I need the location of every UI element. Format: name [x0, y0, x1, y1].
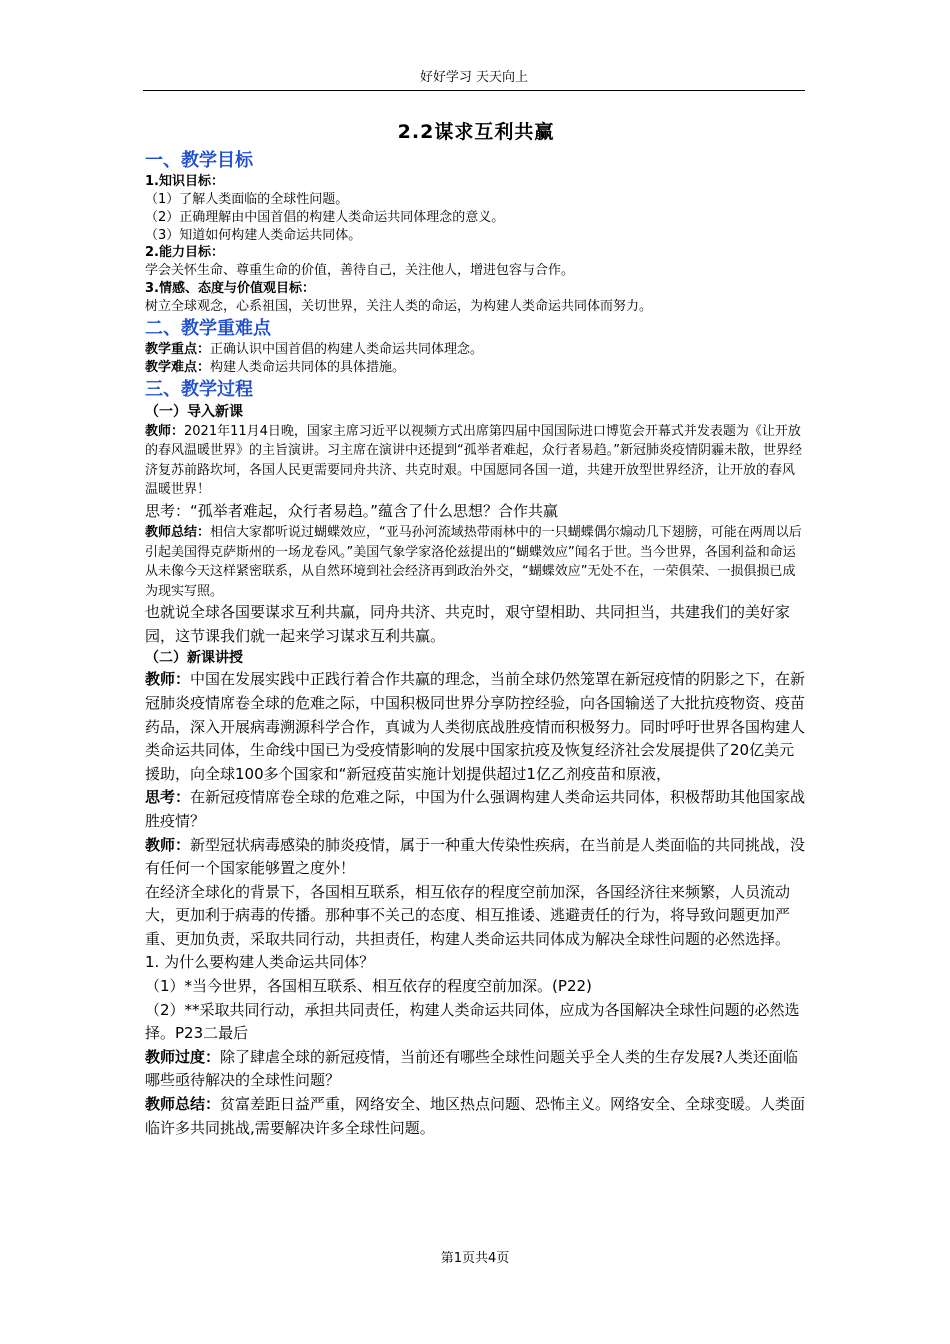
lecture-summary-text: 贫富差距日益严重，网络安全、地区热点问题、恐怖主义。网络安全、全球变暖。人类面临许多共同挑战,需要解决许多全球性问题。 — [145, 1095, 806, 1137]
lecture-teacher2-label: 教师： — [145, 835, 191, 854]
intro-think-paragraph: 思考：“孤举者难起，众行者易趋。”蕴含了什么思想？合作共赢 — [145, 501, 559, 520]
focus-paragraph — [145, 341, 807, 359]
focus-label: 教学重点： — [145, 341, 211, 357]
subsection-intro: （一）导入新课 — [145, 403, 243, 420]
lecture-answer-1: （1）*当今世界，各国相互联系、相互依存的程度空前加深。(P22) — [145, 977, 592, 996]
intro-summary-label: 教师总结： — [145, 525, 211, 541]
document-title: 2.2谋求互利共赢 — [397, 121, 555, 143]
lecture-teacher2-text: 新型冠状病毒感染的肺炎疫情，属于一种重大传染性疾病，在当前是人类面临的共同挑战，没有任何一个国家能够置之度外！ — [145, 835, 806, 878]
lecture-teacher2-paragraph — [145, 834, 807, 881]
lecture-transition-label: 教师过度： — [145, 1047, 221, 1066]
knowledge-item-3: （3）知道如何构建人类命运共同体。 — [145, 227, 362, 243]
subheading-ability: 2.能力目标： — [145, 245, 224, 261]
subheading-emotion: 3.情感、态度与价值观目标： — [145, 281, 315, 297]
lecture-teacher-label: 教师： — [145, 670, 191, 689]
intro-teacher-paragraph — [145, 422, 807, 500]
page-header: 好好学习 天天向上 — [143, 68, 805, 91]
lecture-think-text: 在新冠疫情席卷全球的危难之际，中国为什么强调构建人类命运共同体，积极帮助其他国家战胜疫情？ — [145, 788, 806, 830]
knowledge-item-2: （2）正确理解由中国首倡的构建人类命运共同体理念的意义。 — [145, 209, 505, 225]
lecture-teacher-paragraph — [145, 668, 807, 786]
intro-teacher-label: 教师： — [145, 423, 185, 439]
subheading-knowledge: 1.知识目标： — [145, 174, 224, 189]
section-heading-keypoints: 二、教学重难点 — [145, 317, 271, 339]
lecture-summary-paragraph — [145, 1093, 807, 1140]
difficulty-text: 构建人类命运共同体的具体措施。 — [210, 359, 406, 375]
lecture-transition-paragraph — [145, 1046, 807, 1093]
intro-closing-paragraph: 也就说全球各国要谋求互利共赢，同舟共济、共克时，艰守望相助、共同担当，共建我们的美好家园，这节课我们就一起来学习谋求互利共赢。 — [145, 603, 791, 645]
lecture-teacher-text: 中国在发展实践中正践行着合作共赢的理念，当前全球仍然笼罩在新冠疫情的阴影之下，在新冠肺炎疫情席卷全球的危难之际，中国积极同世界分享防控经验，向各国输送了大批抗疫物资、疫苗药品，深入开展病毒溯源科学合作，真诚为人类彻底战胜疫情而积极努力。同时呼吁世界各国构建人类命运共同体，生命线中国已为受疫情影响的发展中国家抗疫及恢复经济社会发展提供了20亿美元援助，向全球100多个国家和“新冠疫苗实施计划提供超过1亿乙剂疫苗和原液， — [145, 670, 806, 783]
document-body — [145, 118, 807, 1140]
ability-text: 学会关怀生命、尊重生命的价值，善待自己，关注他人，增进包容与合作。 — [145, 263, 575, 279]
lecture-think-label: 思考： — [145, 788, 191, 807]
intro-teacher-text: 2021年11月4日晚，国家主席习近平以视频方式出席第四届中国国际进口博览会开幕式并发表题为《让开放的春风温暖世界》的主旨演讲。习主席在演讲中还提到“孤举者难起，众行者易趋。”新冠肺炎疫情阴霾未散，世界经济复苏前路坎坷，各国人民更需要同舟共济、共克时艰。中国愿同各国一道，共建开放型世界经济，让开放的春风温暖世界！ — [145, 423, 802, 498]
lecture-think-paragraph — [145, 786, 807, 833]
emotion-text: 树立全球观念，心系祖国，关切世界，关注人类的命运，为构建人类命运共同体而努力。 — [145, 299, 653, 315]
subsection-lecture: （二）新课讲授 — [145, 650, 243, 667]
knowledge-item-1: （1）了解人类面临的全球性问题。 — [145, 192, 349, 207]
difficulty-paragraph — [145, 359, 807, 377]
lecture-econ-paragraph: 在经济全球化的背景下，各国相互联系，相互依存的程度空前加深，各国经济往来频繁，人员流动大，更加利于病毒的传播。那种事不关己的态度、相互推诿、逃避责任的行为，将导致问题更加严重、更加负责，采取共同行动，共担责任，构建人类命运共同体成为解决全球性问题的必然选择。 — [145, 882, 791, 948]
focus-text: 正确认识中国首倡的构建人类命运共同体理念。 — [210, 341, 484, 357]
section-heading-process: 三、教学过程 — [145, 378, 253, 400]
page-footer: 第1页共4页 — [440, 1251, 510, 1266]
lecture-summary-label: 教师总结： — [145, 1095, 221, 1114]
intro-summary-paragraph — [145, 523, 807, 601]
lecture-transition-text: 除了肆虐全球的新冠疫情，当前还有哪些全球性问题关乎全人类的生存发展?人类还面临哪些亟待解决的全球性问题？ — [145, 1047, 798, 1090]
section-heading-goals: 一、教学目标 — [145, 150, 253, 171]
lecture-question-1: 1. 为什么要构建人类命运共同体？ — [145, 953, 375, 972]
intro-summary-text: 相信大家都听说过蝴蝶效应，“亚马孙河流域热带雨林中的一只蝴蝶偶尔煽动几下翅膀，可能在两周以后引起美国得克萨斯州的一场龙卷风。”美国气象学家洛伦兹提出的“蝴蝶效应”闻名于世。当今世界，各国利益和命运从未像今天这样紧密联系，从自然环境到社会经济再到政治外交，“蝴蝶效应”无处不在，一荣俱荣、一损俱损已成为现实写照。 — [145, 525, 802, 599]
difficulty-label: 教学难点： — [145, 359, 211, 375]
lecture-answer-2: （2）**采取共同行动，承担共同责任，构建人类命运共同体，应成为各国解决全球性问题的必然选择。P23二最后 — [145, 1000, 800, 1043]
